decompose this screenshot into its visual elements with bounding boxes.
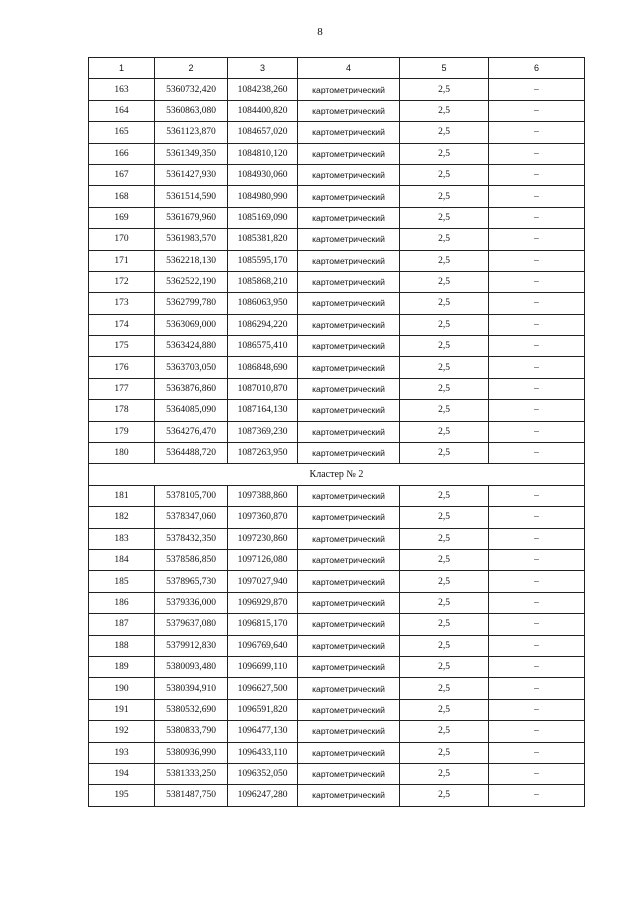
cell-note: – xyxy=(489,635,585,656)
cell-point-number: 182 xyxy=(89,507,155,528)
cell-x-coordinate: 5361349,350 xyxy=(155,143,228,164)
cell-method: картометрический xyxy=(298,635,400,656)
table-row xyxy=(89,79,585,100)
cell-method: картометрический xyxy=(298,443,400,464)
cell-point-number: 165 xyxy=(89,122,155,143)
cell-y-coordinate: 1097388,860 xyxy=(228,485,298,506)
cell-point-number: 188 xyxy=(89,635,155,656)
table-row xyxy=(89,699,585,720)
cell-y-coordinate: 1096247,280 xyxy=(228,785,298,806)
cell-accuracy: 5 xyxy=(400,58,489,79)
table-row xyxy=(89,378,585,399)
cell-accuracy: 2,5 xyxy=(400,507,489,528)
cell-note: – xyxy=(489,357,585,378)
table-row xyxy=(89,742,585,763)
cell-accuracy: 2,5 xyxy=(400,378,489,399)
cell-note: – xyxy=(489,721,585,742)
cell-point-number: 177 xyxy=(89,378,155,399)
cell-method: картометрический xyxy=(298,293,400,314)
cell-accuracy: 2,5 xyxy=(400,229,489,250)
cell-x-coordinate: 5361983,570 xyxy=(155,229,228,250)
cell-y-coordinate: 1086063,950 xyxy=(228,293,298,314)
cell-note: – xyxy=(489,763,585,784)
cell-x-coordinate: 5362522,190 xyxy=(155,271,228,292)
cell-method: картометрический xyxy=(298,378,400,399)
cell-x-coordinate: 5379912,830 xyxy=(155,635,228,656)
cell-note: – xyxy=(489,421,585,442)
cell-x-coordinate: 5361123,870 xyxy=(155,122,228,143)
cell-method: картометрический xyxy=(298,742,400,763)
cell-point-number: 1 xyxy=(89,58,155,79)
cell-point-number: 190 xyxy=(89,678,155,699)
table-row xyxy=(89,549,585,570)
cell-note: – xyxy=(489,507,585,528)
cell-note: – xyxy=(489,79,585,100)
cell-accuracy: 2,5 xyxy=(400,699,489,720)
table-row xyxy=(89,186,585,207)
cell-note: – xyxy=(489,229,585,250)
cell-point-number: 175 xyxy=(89,336,155,357)
cell-point-number: 179 xyxy=(89,421,155,442)
cell-x-coordinate: 5360863,080 xyxy=(155,100,228,121)
table-row xyxy=(89,635,585,656)
cell-point-number: 170 xyxy=(89,229,155,250)
header-row xyxy=(89,58,585,79)
cell-method: картометрический xyxy=(298,271,400,292)
cell-method: картометрический xyxy=(298,785,400,806)
cell-y-coordinate: 1084930,060 xyxy=(228,164,298,185)
cell-method: картометрический xyxy=(298,656,400,677)
cell-note: – xyxy=(489,785,585,806)
cell-x-coordinate: 5380532,690 xyxy=(155,699,228,720)
cell-x-coordinate: 5380833,790 xyxy=(155,721,228,742)
cell-accuracy: 2,5 xyxy=(400,635,489,656)
cell-method: картометрический xyxy=(298,314,400,335)
cell-point-number: 186 xyxy=(89,592,155,613)
cell-method: картометрический xyxy=(298,122,400,143)
cell-y-coordinate: 1084238,260 xyxy=(228,79,298,100)
cell-method: картометрический xyxy=(298,357,400,378)
cell-point-number: 163 xyxy=(89,79,155,100)
cell-y-coordinate: 1086294,220 xyxy=(228,314,298,335)
table-row xyxy=(89,336,585,357)
cell-point-number: 172 xyxy=(89,271,155,292)
table-row xyxy=(89,357,585,378)
cell-accuracy: 2,5 xyxy=(400,656,489,677)
cell-note: – xyxy=(489,314,585,335)
cell-method: картометрический xyxy=(298,400,400,421)
table-row xyxy=(89,721,585,742)
cell-method: картометрический xyxy=(298,421,400,442)
cell-note: – xyxy=(489,549,585,570)
cell-x-coordinate: 5362218,130 xyxy=(155,250,228,271)
cell-accuracy: 2,5 xyxy=(400,571,489,592)
cell-accuracy: 2,5 xyxy=(400,357,489,378)
cell-point-number: 174 xyxy=(89,314,155,335)
cell-note: – xyxy=(489,293,585,314)
cell-note: – xyxy=(489,336,585,357)
cell-note: – xyxy=(489,122,585,143)
cell-method: картометрический xyxy=(298,164,400,185)
cell-accuracy: 2,5 xyxy=(400,293,489,314)
cell-y-coordinate: 1096699,110 xyxy=(228,656,298,677)
cell-method: 4 xyxy=(298,58,400,79)
cell-accuracy: 2,5 xyxy=(400,785,489,806)
cell-note: – xyxy=(489,742,585,763)
cell-note: – xyxy=(489,250,585,271)
cell-y-coordinate: 1087369,230 xyxy=(228,421,298,442)
table-row xyxy=(89,614,585,635)
cell-point-number: 178 xyxy=(89,400,155,421)
table-row xyxy=(89,678,585,699)
cell-accuracy: 2,5 xyxy=(400,485,489,506)
cell-y-coordinate: 1087164,130 xyxy=(228,400,298,421)
cell-x-coordinate: 5363069,000 xyxy=(155,314,228,335)
cell-note: – xyxy=(489,186,585,207)
cell-method: картометрический xyxy=(298,721,400,742)
cell-accuracy: 2,5 xyxy=(400,400,489,421)
cell-x-coordinate: 5360732,420 xyxy=(155,79,228,100)
cell-note: – xyxy=(489,656,585,677)
cell-point-number: 164 xyxy=(89,100,155,121)
cell-accuracy: 2,5 xyxy=(400,79,489,100)
cell-accuracy: 2,5 xyxy=(400,122,489,143)
cell-point-number: 183 xyxy=(89,528,155,549)
cell-x-coordinate: 5380093,480 xyxy=(155,656,228,677)
cell-method: картометрический xyxy=(298,763,400,784)
table-row xyxy=(89,485,585,506)
cell-method: картометрический xyxy=(298,207,400,228)
cell-note: – xyxy=(489,571,585,592)
cell-point-number: 168 xyxy=(89,186,155,207)
cell-point-number: 173 xyxy=(89,293,155,314)
table-row xyxy=(89,571,585,592)
cell-y-coordinate: 1084400,820 xyxy=(228,100,298,121)
table-row xyxy=(89,314,585,335)
cell-x-coordinate: 5380394,910 xyxy=(155,678,228,699)
cell-x-coordinate: 5362799,780 xyxy=(155,293,228,314)
cell-point-number: 180 xyxy=(89,443,155,464)
cell-x-coordinate: 5363424,880 xyxy=(155,336,228,357)
cell-method: картометрический xyxy=(298,186,400,207)
cell-method: картометрический xyxy=(298,100,400,121)
cell-y-coordinate: 1086575,410 xyxy=(228,336,298,357)
cell-y-coordinate: 1097126,080 xyxy=(228,549,298,570)
cell-note: – xyxy=(489,678,585,699)
cell-point-number: 167 xyxy=(89,164,155,185)
cell-point-number: 191 xyxy=(89,699,155,720)
cell-x-coordinate: 5379637,080 xyxy=(155,614,228,635)
cell-method: картометрический xyxy=(298,614,400,635)
cell-accuracy: 2,5 xyxy=(400,763,489,784)
cell-x-coordinate: 5378347,060 xyxy=(155,507,228,528)
cell-accuracy: 2,5 xyxy=(400,250,489,271)
cell-y-coordinate: 1085381,820 xyxy=(228,229,298,250)
cell-method: картометрический xyxy=(298,336,400,357)
cell-method: картометрический xyxy=(298,485,400,506)
table-row xyxy=(89,400,585,421)
cell-x-coordinate: 5378586,850 xyxy=(155,549,228,570)
cell-y-coordinate: 1096433,110 xyxy=(228,742,298,763)
cell-y-coordinate: 1096929,870 xyxy=(228,592,298,613)
cell-x-coordinate: 5378105,700 xyxy=(155,485,228,506)
cell-y-coordinate: 1097027,940 xyxy=(228,571,298,592)
cell-point-number: 181 xyxy=(89,485,155,506)
table-row xyxy=(89,785,585,806)
table-row xyxy=(89,229,585,250)
cell-x-coordinate: 5364276,470 xyxy=(155,421,228,442)
cell-y-coordinate: 1084980,990 xyxy=(228,186,298,207)
cell-x-coordinate: 5378432,350 xyxy=(155,528,228,549)
table-row xyxy=(89,122,585,143)
table-row xyxy=(89,250,585,271)
cell-x-coordinate: 5379336,000 xyxy=(155,592,228,613)
cell-y-coordinate: 1086848,690 xyxy=(228,357,298,378)
cell-method: картометрический xyxy=(298,507,400,528)
cell-note: 6 xyxy=(489,58,585,79)
cell-x-coordinate: 5363703,050 xyxy=(155,357,228,378)
cell-accuracy: 2,5 xyxy=(400,443,489,464)
table-row xyxy=(89,207,585,228)
cell-method: картометрический xyxy=(298,699,400,720)
cell-accuracy: 2,5 xyxy=(400,143,489,164)
table-row xyxy=(89,143,585,164)
table-row xyxy=(89,763,585,784)
table-row xyxy=(89,164,585,185)
cell-y-coordinate: 1087010,870 xyxy=(228,378,298,399)
cell-method: картометрический xyxy=(298,79,400,100)
cell-method: картометрический xyxy=(298,678,400,699)
cell-y-coordinate: 1085169,090 xyxy=(228,207,298,228)
table-row xyxy=(89,443,585,464)
cell-y-coordinate: 1096627,500 xyxy=(228,678,298,699)
cell-accuracy: 2,5 xyxy=(400,421,489,442)
cell-note: – xyxy=(489,143,585,164)
cell-accuracy: 2,5 xyxy=(400,271,489,292)
cell-x-coordinate: 5361679,960 xyxy=(155,207,228,228)
cell-y-coordinate: 1096477,130 xyxy=(228,721,298,742)
cell-point-number: 169 xyxy=(89,207,155,228)
cell-x-coordinate: 5381333,250 xyxy=(155,763,228,784)
cell-note: – xyxy=(489,485,585,506)
table-row xyxy=(89,271,585,292)
cell-y-coordinate: 1096352,050 xyxy=(228,763,298,784)
cell-x-coordinate: 5380936,990 xyxy=(155,742,228,763)
cell-method: картометрический xyxy=(298,549,400,570)
cell-x-coordinate: 5364488,720 xyxy=(155,443,228,464)
cell-point-number: 166 xyxy=(89,143,155,164)
page-number: 8 xyxy=(317,26,323,38)
cell-y-coordinate: 1097230,860 xyxy=(228,528,298,549)
cell-accuracy: 2,5 xyxy=(400,549,489,570)
cell-y-coordinate: 1096591,820 xyxy=(228,699,298,720)
cell-accuracy: 2,5 xyxy=(400,314,489,335)
table-row xyxy=(89,507,585,528)
cluster-title: Кластер № 2 xyxy=(89,464,585,485)
cluster-row xyxy=(89,464,585,485)
cell-method: картометрический xyxy=(298,528,400,549)
cell-y-coordinate: 1097360,870 xyxy=(228,507,298,528)
cell-x-coordinate: 5364085,090 xyxy=(155,400,228,421)
cell-y-coordinate: 1084657,020 xyxy=(228,122,298,143)
cell-accuracy: 2,5 xyxy=(400,721,489,742)
cell-note: – xyxy=(489,592,585,613)
cell-accuracy: 2,5 xyxy=(400,186,489,207)
cell-y-coordinate: 1096769,640 xyxy=(228,635,298,656)
cell-accuracy: 2,5 xyxy=(400,336,489,357)
cell-point-number: 194 xyxy=(89,763,155,784)
cell-x-coordinate: 5378965,730 xyxy=(155,571,228,592)
cell-accuracy: 2,5 xyxy=(400,742,489,763)
cell-note: – xyxy=(489,400,585,421)
cell-accuracy: 2,5 xyxy=(400,207,489,228)
cell-method: картометрический xyxy=(298,250,400,271)
cell-y-coordinate: 1087263,950 xyxy=(228,443,298,464)
cell-method: картометрический xyxy=(298,229,400,250)
cell-point-number: 193 xyxy=(89,742,155,763)
cell-accuracy: 2,5 xyxy=(400,528,489,549)
cell-y-coordinate: 3 xyxy=(228,58,298,79)
cell-accuracy: 2,5 xyxy=(400,100,489,121)
cell-method: картометрический xyxy=(298,571,400,592)
cell-accuracy: 2,5 xyxy=(400,164,489,185)
cell-note: – xyxy=(489,614,585,635)
table-row xyxy=(89,592,585,613)
cell-note: – xyxy=(489,443,585,464)
cell-accuracy: 2,5 xyxy=(400,678,489,699)
table-row xyxy=(89,421,585,442)
cell-point-number: 195 xyxy=(89,785,155,806)
coordinates-table-body xyxy=(89,58,585,807)
cell-note: – xyxy=(489,164,585,185)
cell-y-coordinate: 1096815,170 xyxy=(228,614,298,635)
cell-note: – xyxy=(489,271,585,292)
cell-accuracy: 2,5 xyxy=(400,614,489,635)
cell-y-coordinate: 1084810,120 xyxy=(228,143,298,164)
cell-note: – xyxy=(489,699,585,720)
cell-point-number: 171 xyxy=(89,250,155,271)
cell-y-coordinate: 1085868,210 xyxy=(228,271,298,292)
table-row xyxy=(89,293,585,314)
table-row xyxy=(89,100,585,121)
cell-accuracy: 2,5 xyxy=(400,592,489,613)
cell-note: – xyxy=(489,100,585,121)
cell-x-coordinate: 5381487,750 xyxy=(155,785,228,806)
cell-x-coordinate: 5363876,860 xyxy=(155,378,228,399)
cell-note: – xyxy=(489,378,585,399)
cell-y-coordinate: 1085595,170 xyxy=(228,250,298,271)
cell-point-number: 176 xyxy=(89,357,155,378)
cell-point-number: 192 xyxy=(89,721,155,742)
cell-point-number: 189 xyxy=(89,656,155,677)
cell-method: картометрический xyxy=(298,143,400,164)
coordinates-table xyxy=(88,57,585,807)
cell-x-coordinate: 2 xyxy=(155,58,228,79)
table-row xyxy=(89,528,585,549)
cell-x-coordinate: 5361427,930 xyxy=(155,164,228,185)
cell-note: – xyxy=(489,207,585,228)
cell-point-number: 184 xyxy=(89,549,155,570)
cell-point-number: 187 xyxy=(89,614,155,635)
cell-method: картометрический xyxy=(298,592,400,613)
cell-x-coordinate: 5361514,590 xyxy=(155,186,228,207)
table-row xyxy=(89,656,585,677)
cell-point-number: 185 xyxy=(89,571,155,592)
cell-note: – xyxy=(489,528,585,549)
